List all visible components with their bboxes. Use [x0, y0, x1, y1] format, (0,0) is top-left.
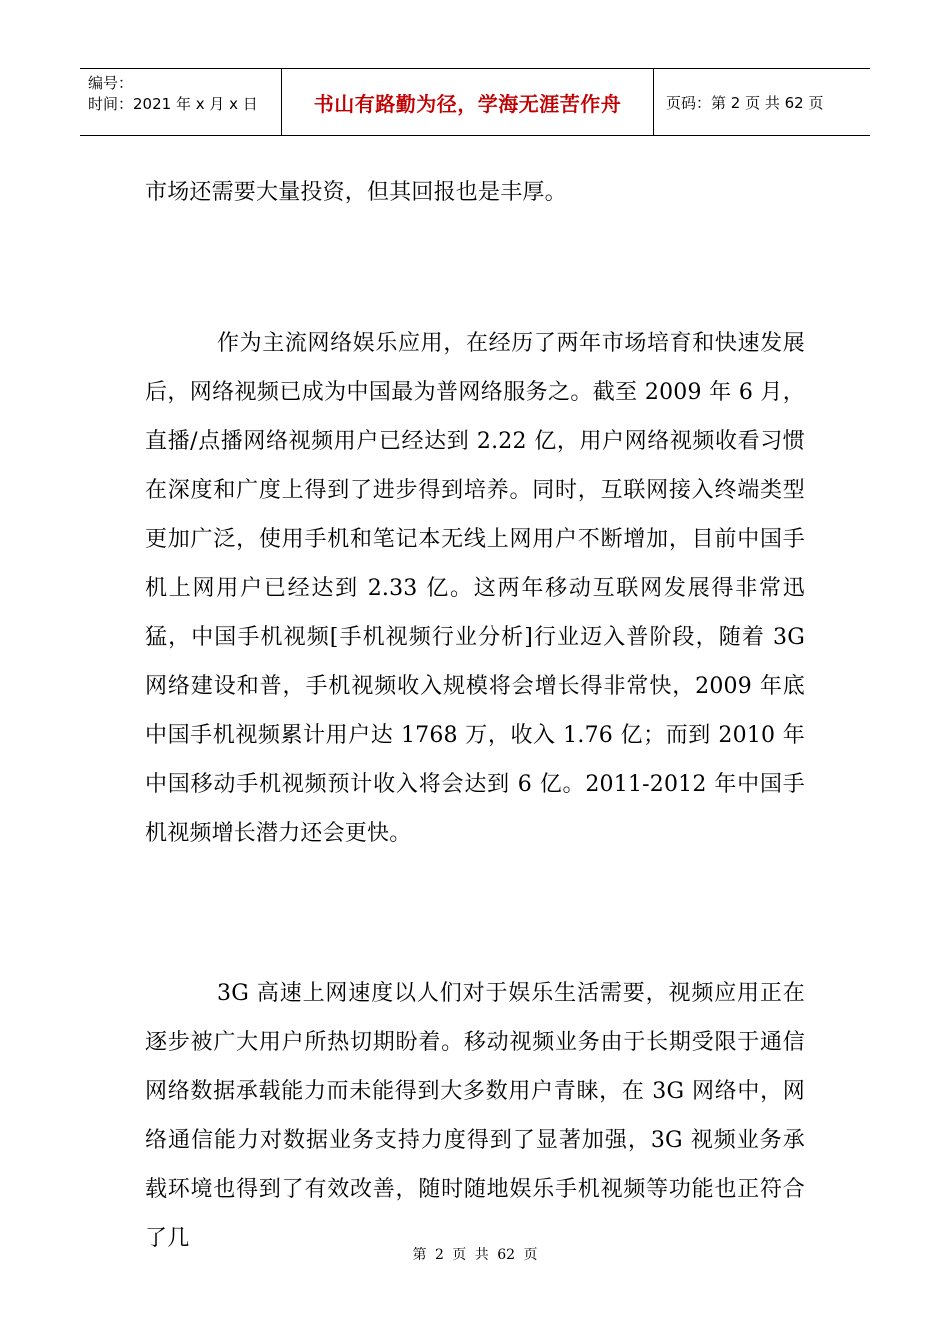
header-divider-right — [653, 69, 654, 135]
page-footer: 第 2 页 共 62 页 — [412, 1247, 538, 1263]
document-header — [80, 68, 870, 136]
document-body — [145, 168, 805, 1263]
document-date-label: 时间：2021 年 x 月 x 日 — [88, 95, 258, 113]
paragraph-spacer — [145, 858, 805, 969]
body-paragraph: 3G 高速上网速度以人们对于娱乐生活需要，视频应用正在逐步被广大用户所热切期盼着。移动视频业务由于长期受限于通信网络数据承载能力而未能得到大多数用户青睐，在 3G 网络中，网络通信能力对数据业务支持力度得到了显著加强，3G 视频业务承载环境也得到了有效改善，随时随地娱乐手机视频等功能也正符合了几 — [145, 981, 805, 1251]
header-meta — [88, 73, 258, 115]
header-page-info: 页码：第 2 页 共 62 页 — [666, 93, 824, 112]
body-paragraph-continued: 市场还需要大量投资，但其回报也是丰厚。 — [145, 180, 567, 205]
header-motto-cell — [282, 69, 653, 135]
header-motto: 书山有路勤为径，学海无涯苦作舟 — [313, 91, 622, 116]
document-number-label: 编号： — [88, 74, 134, 92]
body-paragraph: 作为主流网络娱乐应用，在经历了两年市场培育和快速发展后，网络视频已成为中国最为普网络服务之。截至 2009 年 6 月，直播/点播网络视频用户已经达到 2.22 亿，用户网络视频收看习惯在深度和广度上得到了进步得到培养。同时，互联网接入终端类型更加广泛，使用手机和笔记本无线上网用户不断增加，目前中国手机上网用户已经达到 2.33 亿。这两年移动互联网发展得非常迅猛，中国手机视频[手机视频行业分析]行业迈入普阶段，随着 3G 网络建设和普，手机视频收入规模将会增长得非常快，2009 年底中国手机视频累计用户达 1768 万，收入 1.76 亿；而到 2010 年中国移动手机视频预计收入将会达到 6 亿。2011-2012 年中国手机视频增长潜力还会更快。 — [145, 331, 805, 846]
paragraph-spacer — [145, 217, 805, 319]
